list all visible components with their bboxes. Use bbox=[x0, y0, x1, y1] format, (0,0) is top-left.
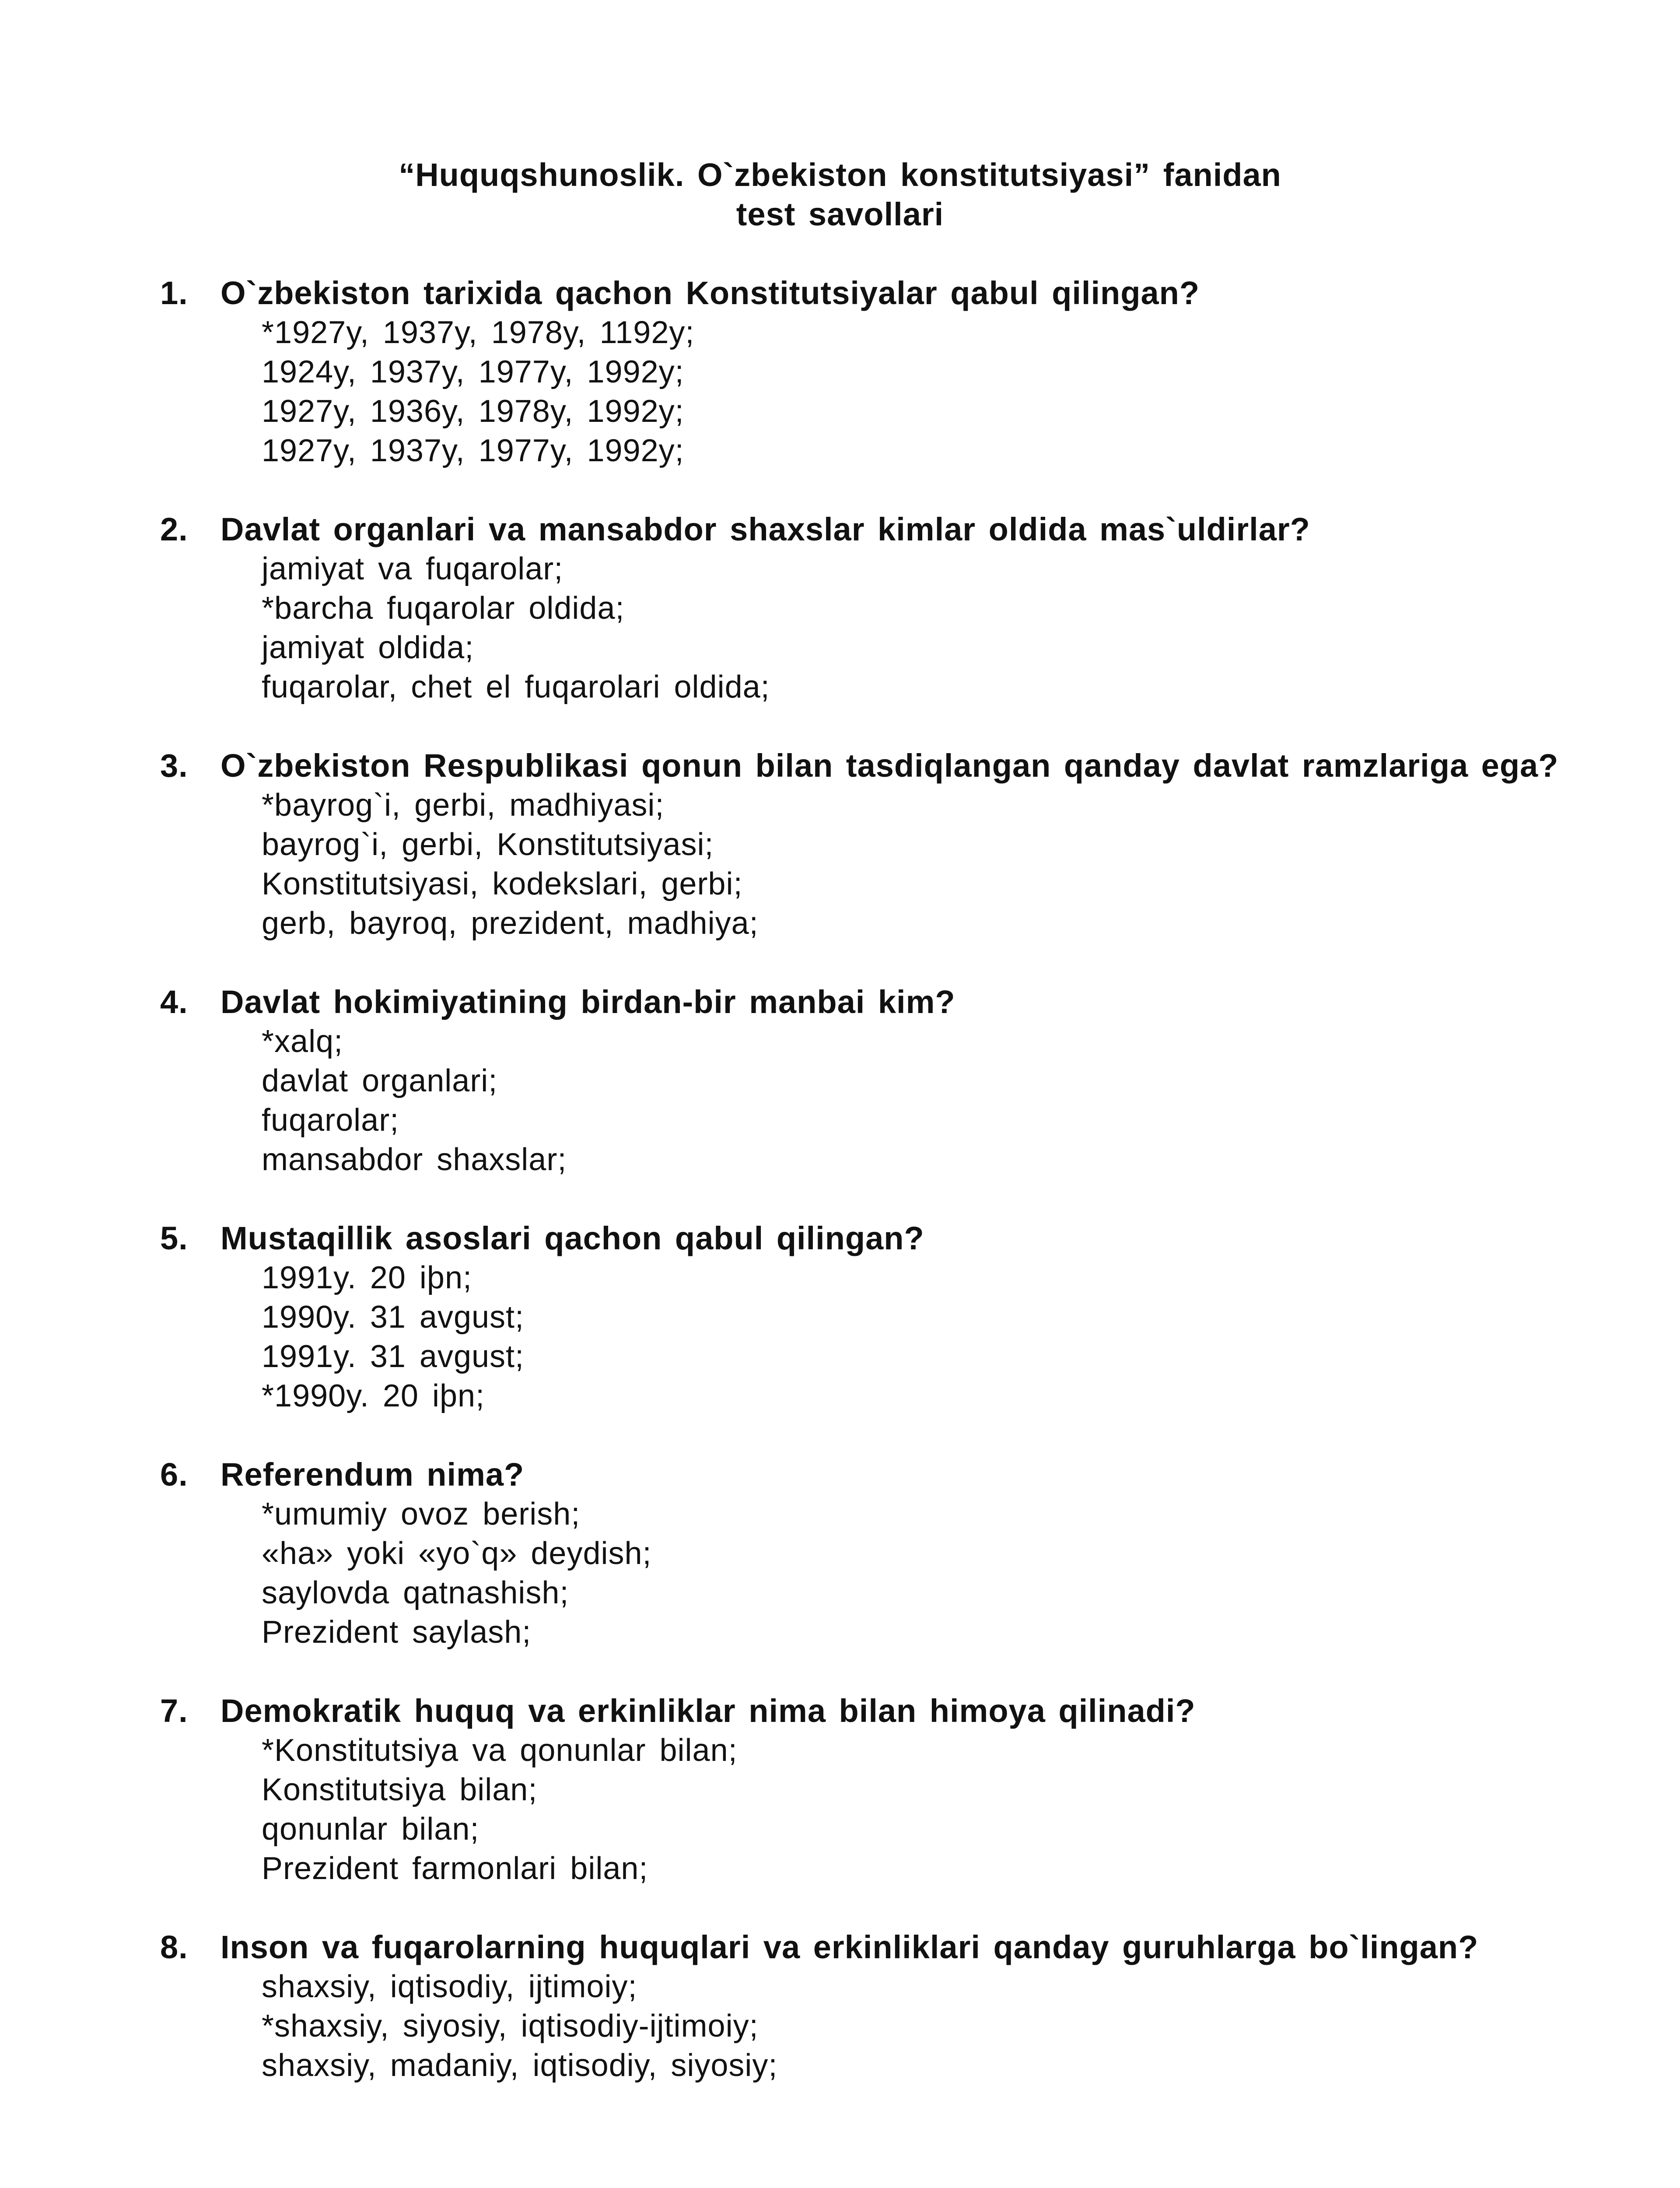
answer-option: *shaxsiy, siyosiy, iqtisodiy-ijtimoiy; bbox=[262, 2009, 759, 2044]
question-2 bbox=[160, 510, 1560, 707]
answer-options bbox=[160, 1967, 1560, 2085]
answer-option: 1991y. 31 avgust; bbox=[262, 1339, 525, 1374]
question-text: O`zbekiston tarixida qachon Konstitutsiyalar qabul qilingan? bbox=[220, 275, 1200, 311]
answer-option: 1927y, 1937y, 1977y, 1992y; bbox=[262, 433, 684, 468]
question-heading bbox=[160, 1691, 1560, 1731]
answer-option: jamiyat va fuqarolar; bbox=[262, 551, 564, 586]
answer-option: saylovda qatnashish; bbox=[262, 1575, 569, 1610]
answer-options bbox=[160, 313, 1560, 470]
question-number: 7. bbox=[160, 1693, 188, 1729]
question-number: 3. bbox=[160, 747, 188, 784]
answer-option: mansabdor shaxslar; bbox=[262, 1142, 567, 1177]
answer-option: *umumiy ovoz berish; bbox=[262, 1497, 581, 1532]
answer-option: bayrog`i, gerbi, Konstitutsiyasi; bbox=[262, 827, 714, 862]
answer-options bbox=[160, 549, 1560, 707]
answer-option: gerb, bayroq, prezident, madhiya; bbox=[262, 906, 759, 941]
answer-option: *xalq; bbox=[262, 1024, 343, 1059]
question-text: O`zbekiston Respublikasi qonun bilan tasdiqlangan qanday davlat ramzlariga ega? bbox=[220, 747, 1559, 784]
question-text: Mustaqillik asoslari qachon qabul qilingan? bbox=[220, 1220, 924, 1256]
question-1 bbox=[160, 274, 1560, 470]
question-number: 2. bbox=[160, 511, 188, 547]
question-heading bbox=[160, 746, 1560, 785]
answer-option: *1990y. 20 iþn; bbox=[262, 1378, 485, 1413]
answer-option: 1924y, 1937y, 1977y, 1992y; bbox=[262, 354, 684, 389]
answer-option: 1990y. 31 avgust; bbox=[262, 1300, 525, 1335]
answer-options bbox=[160, 785, 1560, 943]
question-text: Davlat hokimiyatining birdan-bir manbai kim? bbox=[220, 984, 956, 1020]
answer-option: shaxsiy, iqtisodiy, ijtimoiy; bbox=[262, 1969, 637, 2004]
answer-option: Konstitutsiyasi, kodekslari, gerbi; bbox=[262, 866, 743, 901]
answer-option: *1927y, 1937y, 1978y, 1192y; bbox=[262, 315, 695, 350]
answer-option: fuqarolar; bbox=[262, 1103, 399, 1138]
document-title bbox=[0, 155, 1680, 234]
answer-options bbox=[160, 1731, 1560, 1888]
answer-option: qonunlar bilan; bbox=[262, 1812, 480, 1847]
answer-option: Konstitutsiya bilan; bbox=[262, 1772, 538, 1807]
question-number: 8. bbox=[160, 1929, 188, 1965]
answer-option: 1991y. 20 iþn; bbox=[262, 1260, 472, 1295]
question-heading bbox=[160, 1928, 1560, 1967]
answer-option: «ha» yoki «yo`q» deydish; bbox=[262, 1536, 652, 1571]
question-number: 1. bbox=[160, 275, 188, 311]
question-text: Referendum nima? bbox=[220, 1456, 525, 1493]
question-7 bbox=[160, 1691, 1560, 1888]
question-heading bbox=[160, 1455, 1560, 1494]
answer-option: *barcha fuqarolar oldida; bbox=[262, 591, 625, 626]
answer-options bbox=[160, 1494, 1560, 1652]
question-3 bbox=[160, 746, 1560, 943]
answer-option: shaxsiy, madaniy, iqtisodiy, siyosiy; bbox=[262, 2048, 778, 2083]
question-heading bbox=[160, 510, 1560, 549]
answer-option: 1927y, 1936y, 1978y, 1992y; bbox=[262, 394, 684, 429]
answer-option: davlat organlari; bbox=[262, 1063, 498, 1098]
question-list bbox=[160, 274, 1560, 2125]
answer-option: *Konstitutsiya va qonunlar bilan; bbox=[262, 1733, 738, 1768]
question-heading bbox=[160, 982, 1560, 1022]
question-text: Demokratik huquq va erkinliklar nima bilan himoya qilinadi? bbox=[220, 1693, 1196, 1729]
question-4 bbox=[160, 982, 1560, 1179]
answer-option: *bayrog`i, gerbi, madhiyasi; bbox=[262, 788, 665, 823]
question-number: 5. bbox=[160, 1220, 188, 1256]
answer-options bbox=[160, 1258, 1560, 1416]
question-number: 6. bbox=[160, 1456, 188, 1493]
answer-option: Prezident farmonlari bilan; bbox=[262, 1851, 648, 1886]
question-text: Inson va fuqarolarning huquqlari va erkinliklari qanday guruhlarga bo`lingan? bbox=[220, 1929, 1479, 1965]
title-line-1: “Huquqshunoslik. O`zbekiston konstitutsiyasi” fanidan bbox=[399, 157, 1281, 193]
question-heading bbox=[160, 274, 1560, 313]
answer-options bbox=[160, 1022, 1560, 1179]
title-line-2: test savollari bbox=[736, 196, 944, 232]
question-8 bbox=[160, 1928, 1560, 2085]
question-6 bbox=[160, 1455, 1560, 1652]
answer-option: jamiyat oldida; bbox=[262, 630, 474, 665]
answer-option: fuqarolar, chet el fuqarolari oldida; bbox=[262, 670, 770, 705]
question-5 bbox=[160, 1219, 1560, 1416]
question-text: Davlat organlari va mansabdor shaxslar kimlar oldida mas`uldirlar? bbox=[220, 511, 1310, 547]
question-heading bbox=[160, 1219, 1560, 1258]
answer-option: Prezident saylash; bbox=[262, 1615, 532, 1650]
question-number: 4. bbox=[160, 984, 188, 1020]
